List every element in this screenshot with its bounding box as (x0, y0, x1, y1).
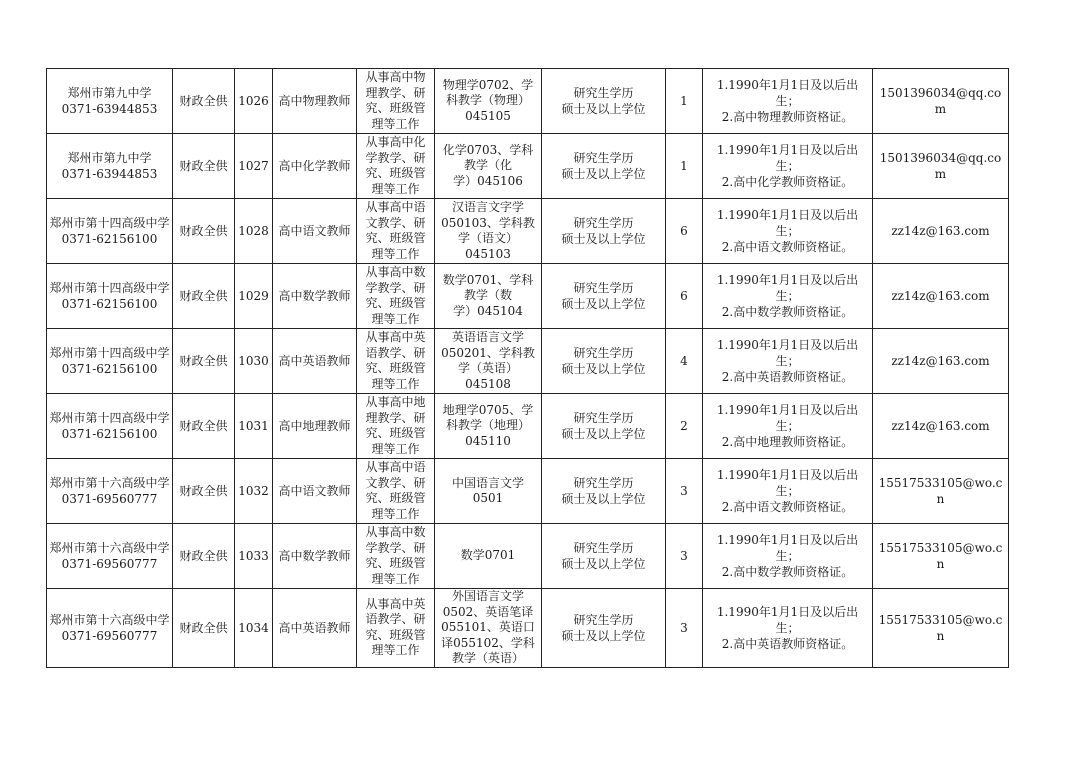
education-line: 硕士及以上学位 (561, 427, 646, 441)
unit-name: 郑州市第十四高级中学 (49, 346, 170, 360)
major-line: 055101、英语口 (441, 620, 535, 634)
unit-name: 郑州市第十六高级中学 (49, 476, 170, 490)
email-cell: 15517533105@wo.cn (873, 589, 1009, 668)
email-cell: zz14z@163.com (873, 394, 1009, 459)
headcount-cell: 3 (666, 589, 703, 668)
education-cell (542, 264, 666, 329)
education-line: 研究生学历 (573, 151, 634, 165)
requirement-line: 2.高中数学教师资格证。 (721, 565, 854, 579)
headcount-cell: 1 (666, 134, 703, 199)
duty-cell (357, 134, 435, 199)
duty-line: 理等工作 (371, 246, 420, 261)
duty-cell (357, 199, 435, 264)
table-row (47, 199, 1009, 264)
unit-phone: 0371-62156100 (61, 297, 158, 311)
duty-line: 究、班级管 (365, 556, 426, 570)
position-name-cell: 高中英语教师 (273, 589, 357, 668)
requirement-line: 生； (775, 224, 800, 238)
major-line: 英语语言文学 (451, 330, 524, 344)
major-cell (435, 134, 542, 199)
table-row (47, 264, 1009, 329)
major-line: 数学0701、学科 (442, 272, 534, 287)
unit-cell (47, 199, 173, 264)
major-line: 科教学（地理） (445, 418, 530, 433)
duty-line: 文教学、研 (365, 475, 426, 490)
requirement-line: 2.高中语文教师资格证。 (721, 240, 854, 254)
table-row (47, 134, 1009, 199)
unit-name: 郑州市第九中学 (67, 86, 152, 100)
duty-line: 究、班级管 (365, 491, 426, 505)
duty-line: 理等工作 (371, 441, 420, 456)
duty-cell (357, 69, 435, 134)
funding-cell: 财政全供 (173, 69, 235, 134)
unit-name: 郑州市第十六高级中学 (49, 612, 170, 627)
duty-line: 究、班级管 (365, 296, 426, 310)
duty-line: 理等工作 (371, 643, 420, 658)
education-line: 研究生学历 (573, 476, 634, 490)
education-cell (542, 589, 666, 668)
email-cell: zz14z@163.com (873, 264, 1009, 329)
major-line: 学（英语） (457, 361, 518, 375)
funding-cell: 财政全供 (173, 134, 235, 199)
major-line: 0502、英语笔译 (442, 604, 534, 619)
education-line: 硕士及以上学位 (561, 362, 646, 376)
duty-line: 从事高中化 (365, 135, 426, 149)
unit-cell (47, 459, 173, 524)
position-code-cell: 1030 (235, 329, 273, 394)
duty-cell (357, 589, 435, 668)
major-line: 045103 (465, 246, 511, 261)
duty-line: 理等工作 (371, 506, 420, 521)
major-cell (435, 459, 542, 524)
major-line: 汉语言文字学 (451, 200, 524, 214)
unit-name: 郑州市第十四高级中学 (49, 281, 170, 295)
headcount-cell: 2 (666, 394, 703, 459)
requirement-line: 1.1990年1月1日及以后出 (716, 143, 859, 157)
unit-cell (47, 134, 173, 199)
education-line: 硕士及以上学位 (561, 297, 646, 311)
position-name-cell: 高中数学教师 (273, 264, 357, 329)
education-line: 硕士及以上学位 (561, 557, 646, 571)
headcount-cell: 6 (666, 199, 703, 264)
major-line: 物理学0702、学 (442, 77, 534, 92)
position-name-cell: 高中化学教师 (273, 134, 357, 199)
requirements-cell (703, 329, 873, 394)
funding-cell: 财政全供 (173, 199, 235, 264)
education-cell (542, 329, 666, 394)
duty-line: 从事高中语 (365, 460, 426, 474)
duty-line: 从事高中英 (365, 596, 426, 611)
major-line: 045105 (465, 108, 511, 123)
table-row (47, 69, 1009, 134)
major-line: 050201、学科教 (441, 345, 535, 360)
unit-phone: 0371-69560777 (61, 492, 158, 506)
requirement-line: 2.高中数学教师资格证。 (721, 305, 854, 319)
requirement-line: 生； (775, 159, 800, 173)
unit-phone: 0371-62156100 (61, 362, 158, 376)
position-name-cell: 高中地理教师 (273, 394, 357, 459)
education-line: 硕士及以上学位 (561, 232, 646, 246)
position-name-cell: 高中物理教师 (273, 69, 357, 134)
duty-cell (357, 264, 435, 329)
position-name-cell: 高中语文教师 (273, 199, 357, 264)
unit-name: 郑州市第十六高级中学 (49, 541, 170, 555)
position-code-cell: 1032 (235, 459, 273, 524)
education-line: 研究生学历 (573, 346, 634, 360)
requirement-line: 2.高中地理教师资格证。 (721, 435, 854, 449)
major-line: 0501 (472, 491, 504, 505)
email-cell: 15517533105@wo.cn (873, 459, 1009, 524)
headcount-cell: 3 (666, 459, 703, 524)
unit-name: 郑州市第十四高级中学 (49, 216, 170, 230)
major-line: 数学0701 (460, 548, 516, 563)
table-row (47, 329, 1009, 394)
unit-phone: 0371-62156100 (61, 427, 158, 441)
major-line: 学）045106 (453, 173, 523, 188)
major-line: 学）045104 (453, 303, 523, 318)
education-cell (542, 524, 666, 589)
email-cell: zz14z@163.com (873, 199, 1009, 264)
duty-line: 理等工作 (371, 376, 420, 391)
major-cell (435, 69, 542, 134)
requirement-line: 2.高中英语教师资格证。 (721, 636, 854, 651)
duty-line: 理等工作 (371, 181, 420, 196)
duty-line: 语教学、研 (365, 345, 426, 360)
education-line: 研究生学历 (573, 612, 634, 627)
duty-cell (357, 329, 435, 394)
position-code-cell: 1029 (235, 264, 273, 329)
requirement-line: 生； (775, 289, 800, 303)
funding-cell: 财政全供 (173, 329, 235, 394)
duty-line: 学教学、研 (365, 540, 426, 555)
duty-line: 从事高中语 (365, 200, 426, 214)
education-line: 研究生学历 (573, 86, 634, 100)
requirement-line: 生； (775, 484, 800, 498)
requirement-line: 1.1990年1月1日及以后出 (716, 338, 859, 352)
major-line: 教学（化 (463, 158, 512, 173)
duty-line: 究、班级管 (365, 231, 426, 245)
email-cell: zz14z@163.com (873, 329, 1009, 394)
email-cell: 1501396034@qq.com (873, 69, 1009, 134)
major-line: 教学（英语） (451, 651, 524, 665)
requirement-line: 2.高中化学教师资格证。 (721, 175, 854, 189)
requirements-cell (703, 199, 873, 264)
table-body (47, 69, 1009, 668)
headcount-cell: 4 (666, 329, 703, 394)
education-line: 研究生学历 (573, 411, 634, 425)
table-row (47, 524, 1009, 589)
major-line: 045110 (465, 433, 511, 448)
duty-line: 理等工作 (371, 571, 420, 586)
duty-line: 究、班级管 (365, 101, 426, 115)
education-line: 硕士及以上学位 (561, 628, 646, 643)
unit-phone: 0371-62156100 (61, 232, 158, 246)
position-name-cell: 高中数学教师 (273, 524, 357, 589)
education-line: 研究生学历 (573, 541, 634, 555)
major-cell (435, 394, 542, 459)
major-line: 科教学（物理） (445, 93, 530, 108)
major-line: 045108 (465, 376, 511, 391)
headcount-cell: 1 (666, 69, 703, 134)
requirement-line: 1.1990年1月1日及以后出 (716, 468, 859, 482)
duty-line: 文教学、研 (365, 215, 426, 230)
requirements-cell (703, 589, 873, 668)
unit-name: 郑州市第九中学 (67, 151, 152, 165)
duty-line: 从事高中数 (365, 265, 426, 279)
education-line: 研究生学历 (573, 281, 634, 295)
email-cell: 1501396034@qq.com (873, 134, 1009, 199)
funding-cell: 财政全供 (173, 524, 235, 589)
major-cell (435, 199, 542, 264)
major-line: 中国语言文学 (451, 475, 524, 490)
duty-line: 从事高中英 (365, 330, 426, 344)
duty-line: 究、班级管 (365, 426, 426, 440)
duty-cell (357, 524, 435, 589)
major-line: 教学（数 (463, 288, 512, 303)
unit-cell (47, 589, 173, 668)
position-code-cell: 1027 (235, 134, 273, 199)
major-cell (435, 589, 542, 668)
requirement-line: 生； (775, 620, 800, 635)
unit-cell (47, 69, 173, 134)
duty-line: 学教学、研 (365, 150, 426, 165)
requirement-line: 生； (775, 419, 800, 433)
requirement-line: 1.1990年1月1日及以后出 (716, 273, 859, 287)
education-cell (542, 199, 666, 264)
education-cell (542, 134, 666, 199)
position-name-cell: 高中英语教师 (273, 329, 357, 394)
requirement-line: 生； (775, 354, 800, 368)
major-cell (435, 329, 542, 394)
requirement-line: 2.高中物理教师资格证。 (721, 110, 854, 124)
requirement-line: 1.1990年1月1日及以后出 (716, 533, 859, 547)
requirement-line: 1.1990年1月1日及以后出 (716, 208, 859, 222)
requirements-cell (703, 394, 873, 459)
requirements-cell (703, 69, 873, 134)
requirement-line: 生； (775, 94, 800, 108)
requirement-line: 生； (775, 549, 800, 563)
recruitment-table (46, 68, 1009, 668)
unit-phone: 0371-69560777 (61, 557, 158, 571)
funding-cell: 财政全供 (173, 589, 235, 668)
requirements-cell (703, 264, 873, 329)
major-line: 外国语言文学 (451, 589, 524, 603)
requirements-cell (703, 459, 873, 524)
position-code-cell: 1028 (235, 199, 273, 264)
requirement-line: 1.1990年1月1日及以后出 (716, 604, 859, 619)
duty-line: 理等工作 (371, 311, 420, 326)
unit-phone: 0371-69560777 (61, 628, 158, 643)
funding-cell: 财政全供 (173, 394, 235, 459)
major-line: 050103、学科教 (441, 215, 535, 230)
position-code-cell: 1033 (235, 524, 273, 589)
requirement-line: 2.高中语文教师资格证。 (721, 500, 854, 514)
major-cell (435, 264, 542, 329)
email-cell: 15517533105@wo.cn (873, 524, 1009, 589)
major-line: 地理学0705、学 (442, 402, 534, 417)
unit-cell (47, 264, 173, 329)
duty-line: 从事高中地 (365, 395, 426, 409)
duty-line: 学教学、研 (365, 280, 426, 295)
duty-line: 语教学、研 (365, 612, 426, 627)
duty-cell (357, 459, 435, 524)
major-cell (435, 524, 542, 589)
duty-cell (357, 394, 435, 459)
position-name-cell: 高中语文教师 (273, 459, 357, 524)
funding-cell: 财政全供 (173, 459, 235, 524)
unit-phone: 0371-63944853 (61, 167, 158, 181)
unit-name: 郑州市第十四高级中学 (49, 411, 170, 425)
education-cell (542, 394, 666, 459)
unit-cell (47, 394, 173, 459)
duty-line: 究、班级管 (365, 361, 426, 375)
duty-line: 究、班级管 (365, 627, 426, 642)
unit-cell (47, 524, 173, 589)
major-line: 译055102、学科 (441, 635, 535, 650)
duty-line: 从事高中数 (365, 525, 426, 539)
unit-phone: 0371-63944853 (61, 102, 158, 116)
major-line: 化学0703、学科 (442, 142, 534, 157)
headcount-cell: 6 (666, 264, 703, 329)
requirement-line: 2.高中英语教师资格证。 (721, 370, 854, 384)
education-line: 硕士及以上学位 (561, 167, 646, 181)
position-code-cell: 1031 (235, 394, 273, 459)
table-row (47, 589, 1009, 668)
duty-line: 理教学、研 (365, 410, 426, 425)
education-line: 硕士及以上学位 (561, 102, 646, 116)
table-row (47, 459, 1009, 524)
education-cell (542, 459, 666, 524)
education-line: 研究生学历 (573, 216, 634, 230)
duty-line: 理等工作 (371, 116, 420, 131)
table-row (47, 394, 1009, 459)
requirements-cell (703, 524, 873, 589)
position-code-cell: 1034 (235, 589, 273, 668)
requirement-line: 1.1990年1月1日及以后出 (716, 403, 859, 417)
major-line: 学（语文） (457, 231, 518, 245)
education-cell (542, 69, 666, 134)
duty-line: 从事高中物 (365, 70, 426, 84)
funding-cell: 财政全供 (173, 264, 235, 329)
headcount-cell: 3 (666, 524, 703, 589)
requirements-cell (703, 134, 873, 199)
requirement-line: 1.1990年1月1日及以后出 (716, 78, 859, 92)
position-code-cell: 1026 (235, 69, 273, 134)
education-line: 硕士及以上学位 (561, 492, 646, 506)
duty-line: 理教学、研 (365, 85, 426, 100)
unit-cell (47, 329, 173, 394)
duty-line: 究、班级管 (365, 166, 426, 180)
